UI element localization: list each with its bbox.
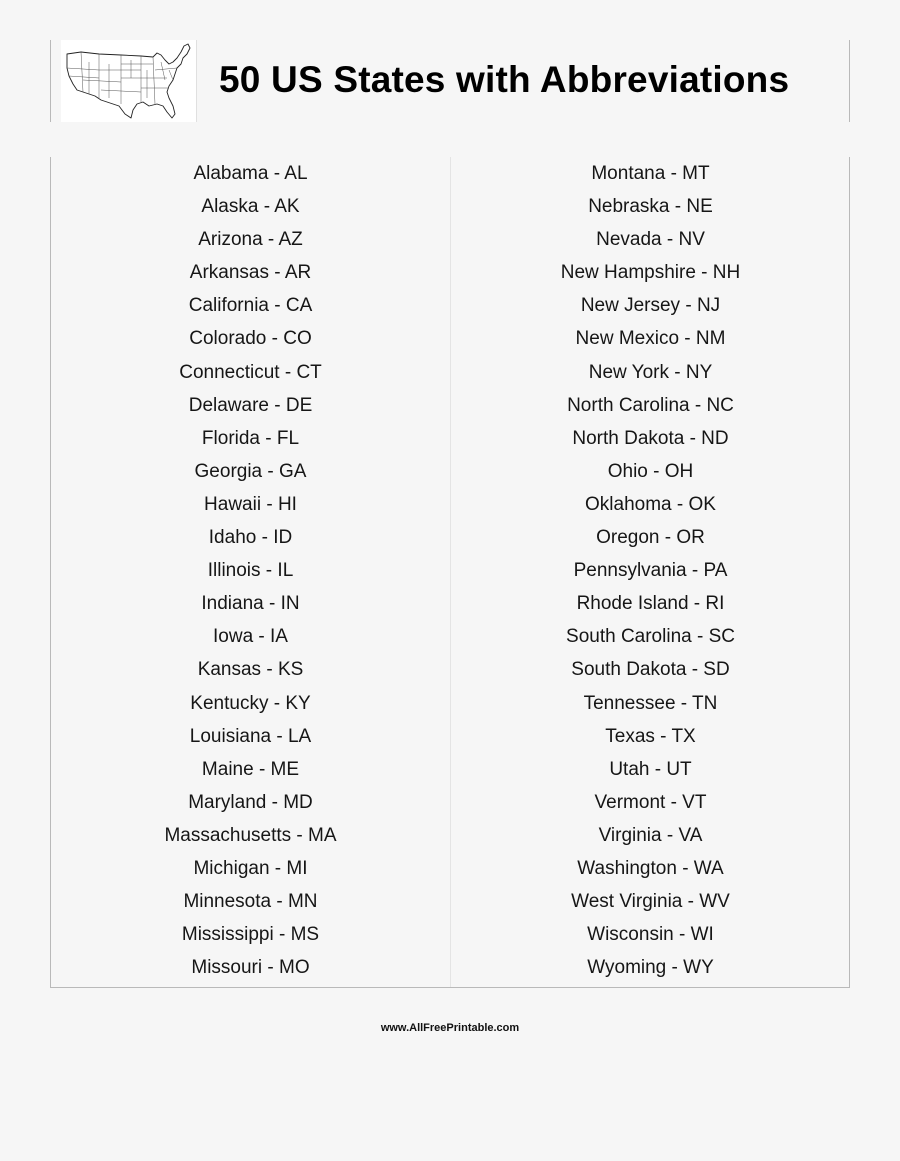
list-item: Maryland - MD	[188, 791, 313, 813]
list-item: Texas - TX	[605, 725, 696, 747]
list-item: Michigan - MI	[193, 857, 308, 879]
list-item: Mississippi - MS	[181, 924, 320, 946]
list-item: Tennessee - TN	[583, 692, 718, 714]
list-item: Alaska - AK	[201, 196, 300, 218]
list-item: Washington - WA	[577, 857, 724, 879]
page-title: 50 US States with Abbreviations	[219, 59, 790, 100]
list-item: Pennsylvania - PA	[573, 560, 728, 582]
list-item: Minnesota - MN	[183, 891, 318, 913]
us-map-icon	[61, 40, 197, 122]
list-item: Indiana - IN	[201, 593, 300, 615]
list-item: Ohio - OH	[607, 460, 694, 482]
list-item: New Jersey - NJ	[580, 295, 721, 317]
list-item: Nebraska - NE	[588, 196, 713, 218]
list-item: Idaho - ID	[208, 527, 293, 549]
list-item: Connecticut - CT	[179, 361, 322, 383]
list-item: New York - NY	[588, 361, 713, 383]
list-item: Vermont - VT	[594, 791, 707, 813]
list-item: Oregon - OR	[596, 527, 705, 549]
states-table	[50, 157, 850, 988]
list-item: Kentucky - KY	[190, 692, 311, 714]
list-item: Iowa - IA	[213, 626, 288, 648]
list-item: Delaware - DE	[188, 394, 313, 416]
list-item: New Mexico - NM	[575, 328, 726, 350]
list-item: Maine - ME	[201, 758, 300, 780]
list-item: Montana - MT	[591, 163, 710, 184]
list-item: Arkansas - AR	[189, 262, 312, 284]
states-column-right	[451, 157, 850, 987]
list-item: Missouri - MO	[191, 957, 310, 979]
list-item: Louisiana - LA	[189, 725, 312, 747]
list-item: Massachusetts - MA	[164, 824, 337, 846]
list-item: South Dakota - SD	[571, 659, 730, 681]
list-item: Georgia - GA	[194, 460, 307, 482]
list-item: Hawaii - HI	[204, 493, 297, 515]
list-item: Alabama - AL	[193, 163, 308, 184]
list-item: New Hampshire - NH	[560, 262, 741, 284]
list-item: Rhode Island - RI	[576, 593, 725, 615]
states-column-left	[51, 157, 451, 987]
list-item: North Dakota - ND	[572, 427, 729, 449]
list-item: Illinois - IL	[207, 560, 294, 582]
list-item: Utah - UT	[609, 758, 692, 780]
list-item: Colorado - CO	[189, 328, 312, 350]
list-item: California - CA	[188, 295, 313, 317]
list-item: Wyoming - WY	[587, 957, 714, 979]
list-item: Oklahoma - OK	[585, 493, 716, 515]
list-item: Wisconsin - WI	[587, 924, 714, 946]
list-item: Nevada - NV	[596, 229, 705, 251]
list-item: Florida - FL	[201, 427, 300, 449]
list-item: North Carolina - NC	[567, 394, 734, 416]
list-item: South Carolina - SC	[566, 626, 735, 648]
list-item: Arizona - AZ	[198, 229, 303, 251]
list-item: Kansas - KS	[197, 659, 304, 681]
header	[50, 40, 850, 122]
list-item: Virginia - VA	[598, 824, 703, 846]
list-item: West Virginia - WV	[571, 891, 730, 913]
footer-url: www.AllFreePrintable.com	[380, 1022, 520, 1034]
